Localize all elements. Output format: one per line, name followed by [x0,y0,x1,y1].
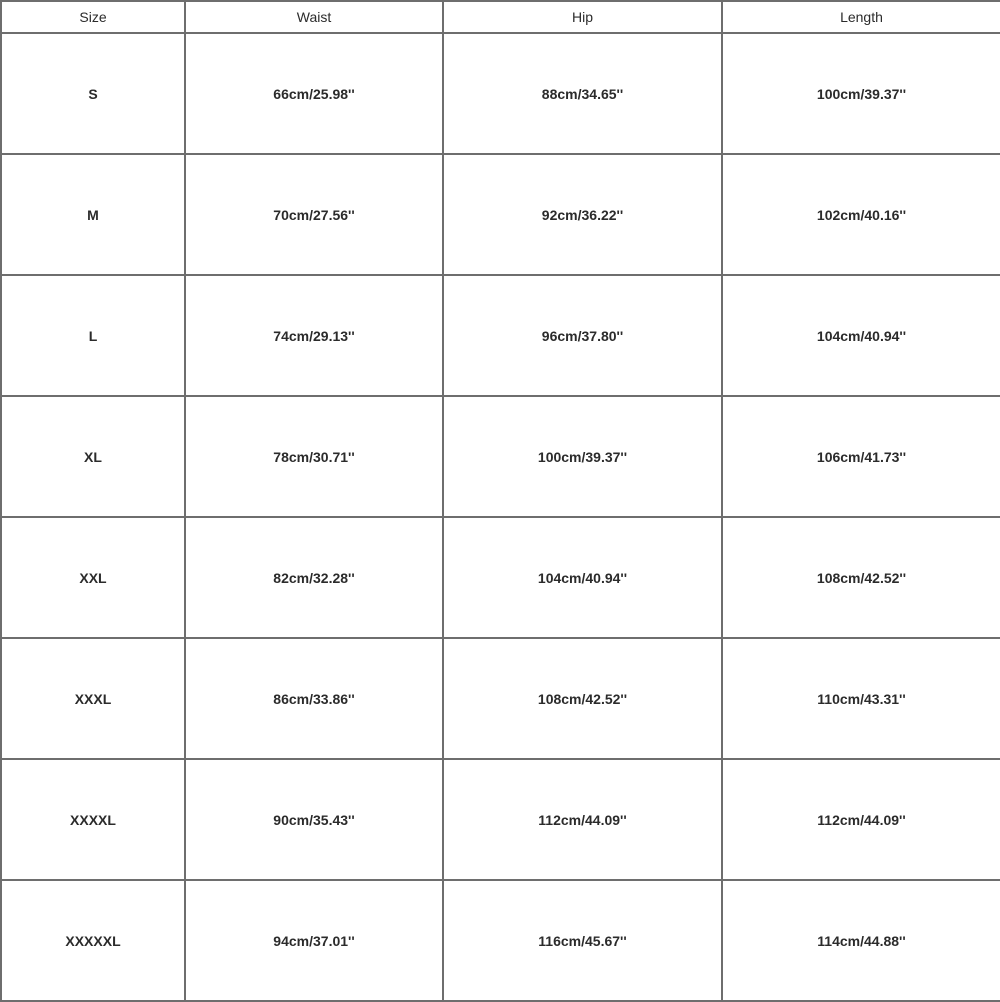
header-hip: Hip [443,1,722,33]
cell-size: M [1,154,185,275]
cell-size: S [1,33,185,154]
cell-waist: 78cm/30.71'' [185,396,443,517]
cell-length: 106cm/41.73'' [722,396,1000,517]
cell-hip: 96cm/37.80'' [443,275,722,396]
table-row [1,880,1000,1001]
cell-length: 112cm/44.09'' [722,759,1000,880]
table-row [1,275,1000,396]
cell-waist: 74cm/29.13'' [185,275,443,396]
cell-waist: 86cm/33.86'' [185,638,443,759]
cell-waist: 66cm/25.98'' [185,33,443,154]
table-row [1,154,1000,275]
cell-waist: 90cm/35.43'' [185,759,443,880]
cell-hip: 108cm/42.52'' [443,638,722,759]
header-length: Length [722,1,1000,33]
table-row [1,517,1000,638]
cell-hip: 112cm/44.09'' [443,759,722,880]
cell-size: XXXXL [1,759,185,880]
cell-length: 108cm/42.52'' [722,517,1000,638]
cell-waist: 82cm/32.28'' [185,517,443,638]
table-row [1,396,1000,517]
table-row [1,759,1000,880]
cell-size: XXXXXL [1,880,185,1001]
cell-hip: 100cm/39.37'' [443,396,722,517]
cell-length: 104cm/40.94'' [722,275,1000,396]
cell-hip: 116cm/45.67'' [443,880,722,1001]
cell-hip: 104cm/40.94'' [443,517,722,638]
header-size: Size [1,1,185,33]
table-row [1,33,1000,154]
header-row [1,1,1000,33]
cell-size: XXL [1,517,185,638]
cell-length: 114cm/44.88'' [722,880,1000,1001]
cell-size: XXXL [1,638,185,759]
cell-size: L [1,275,185,396]
cell-length: 100cm/39.37'' [722,33,1000,154]
table-row [1,638,1000,759]
cell-hip: 92cm/36.22'' [443,154,722,275]
header-waist: Waist [185,1,443,33]
cell-length: 110cm/43.31'' [722,638,1000,759]
cell-waist: 70cm/27.56'' [185,154,443,275]
cell-waist: 94cm/37.01'' [185,880,443,1001]
cell-length: 102cm/40.16'' [722,154,1000,275]
cell-size: XL [1,396,185,517]
cell-hip: 88cm/34.65'' [443,33,722,154]
